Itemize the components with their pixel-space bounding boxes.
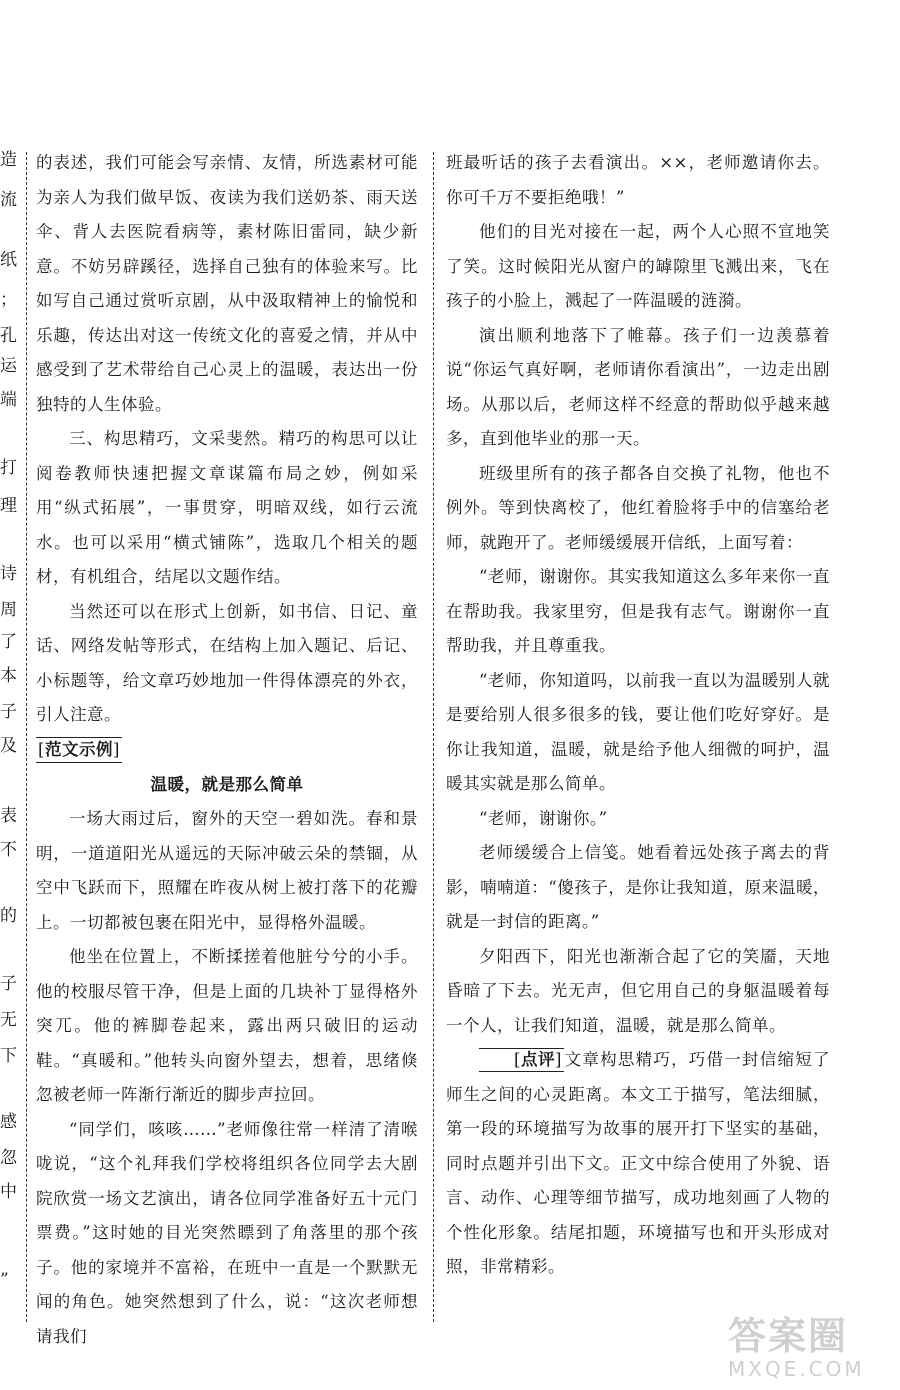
comment-tag: [点评]	[479, 1048, 564, 1072]
edge-fragment: 孔	[0, 326, 17, 346]
edge-fragment: 打	[0, 458, 17, 478]
edge-fragment: 本	[0, 666, 17, 686]
edge-fragment: 运	[0, 356, 17, 376]
essay-title: 温暖，就是那么简单	[150, 774, 304, 794]
comment-paragraph	[446, 1043, 830, 1285]
edge-fragment: ；	[0, 290, 17, 310]
edge-fragment: 感	[0, 1112, 17, 1132]
comment-text: 文章构思精巧，巧借一封信缩短了师生之间的心灵距离。本文工于描写，笔法细腻，第一段的环境描写为故事的展开打下坚实的基础，同时点题并引出下文。正文中综合使用了外貌、语言、动作、心理等细节描写，成功地刻画了人物的个性化形象。结尾扣题，环境描写也和开头形成对照，非常精彩。	[446, 1050, 830, 1276]
essay-paragraph: 一场大雨过后，窗外的天空一碧如洗。春和景明，一道道阳光从遥远的天际冲破云朵的禁锢，从空中飞跃而下，照耀在昨夜从树上被打落下的花瓣上。一切都被包裹在阳光中，显得格外温暖。	[36, 809, 418, 932]
edge-fragment: 及	[0, 736, 17, 756]
paragraph: 的表述，我们可能会写亲情、友情，所选素材可能为亲人为我们做早饭、夜读为我们送奶茶、雨天送伞、背人去医院看病等，素材陈旧雷同，缺少新意。不妨另辟蹊径，选择自己独有的体验来写。比如写自己通过赏听京剧，从中汲取精神上的愉悦和乐趣，传达出对这一传统文化的喜爱之情，并从中感受到了艺术带给自己心灵上的温暖，表达出一份独特的人生体验。	[36, 153, 418, 414]
essay-paragraph: 老师缓缓合上信笺。她看着远处孩子离去的背影，喃喃道：“傻孩子，是你让我知道，原来温暖，就是一封信的距离。”	[446, 843, 830, 931]
edge-fragment: 子	[0, 974, 17, 994]
edge-fragment: 的	[0, 906, 17, 926]
edge-fragment: 了	[0, 632, 17, 652]
essay-paragraph: 他坐在位置上，不断揉搓着他脏兮兮的小手。他的校服尽管干净，但是上面的几块补丁显得格外突兀。他的裤脚卷起来，露出两只破旧的运动鞋。“真暖和。”他转头向窗外望去，想着，思绪倏忽被老师一阵渐行渐近的脚步声拉回。	[36, 947, 418, 1104]
sample-essay-tag-label: 范文示例	[44, 739, 113, 759]
sample-essay-tag: [范文示例]	[36, 737, 122, 763]
edge-fragment: 无	[0, 1010, 17, 1030]
letter-paragraph: “老师，谢谢你。”	[479, 808, 608, 828]
edge-fragment: 造	[0, 150, 17, 170]
essay-paragraph: 夕阳西下，阳光也渐渐合起了它的笑靥，天地昏暗了下去。光无声，但它用自己的身躯温暖着每一个人，让我们知道，温暖，就是那么简单。	[446, 946, 830, 1035]
edge-fragment: 子	[0, 702, 17, 722]
watermark-url: MXQE.COM	[728, 1357, 865, 1381]
left-column	[36, 146, 418, 1354]
edge-fragment: ”	[0, 1270, 9, 1290]
essay-paragraph: 班最听话的孩子去看演出。××，老师邀请你去。你可千万不要拒绝哦！”	[446, 153, 830, 207]
essay-paragraph: “同学们，咳咳……”老师像往常一样清了清喉咙说，“这个礼拜我们学校将组织各位同学去大剧院欣赏一场文艺演出，请各位同学准备好五十元门票费。”这时她的目光突然瞟到了角落里的那个孩子。他的家境并不富裕，在班中一直是一个默默无闻的角色。她突然想到了什么，说：“这次老师想请我们	[36, 1119, 418, 1346]
right-column	[446, 146, 830, 1285]
essay-paragraph: 他们的目光对接在一起，两个人心照不宣地笑了笑。这时候阳光从窗户的罅隙里飞溅出来，飞在孩子的小脸上，溅起了一阵温暖的涟漪。	[446, 222, 830, 310]
letter-paragraph: “老师，你知道吗，以前我一直以为温暖别人就是要给别人很多很多的钱，要让他们吃好穿好。是你让我知道，温暖，就是给予他人细微的呵护，温暖其实就是那么简单。	[446, 670, 830, 793]
left-column-divider	[26, 152, 27, 1322]
edge-fragment: 纸	[0, 250, 17, 270]
edge-fragment: 下	[0, 1046, 17, 1066]
edge-fragment: 理	[0, 496, 17, 516]
edge-fragment: 忽	[0, 1148, 17, 1168]
edge-fragment: 不	[0, 840, 17, 860]
watermark-logo: 答案圈	[728, 1314, 849, 1358]
essay-paragraph: 班级里所有的孩子都各自交换了礼物，他也不例外。等到快离校了，他红着脸将手中的信塞给老师，就跑开了。老师缓缓展开信纸，上面写着：	[446, 463, 830, 552]
edge-fragment: 周	[0, 600, 17, 620]
watermark	[728, 1314, 888, 1384]
essay-paragraph: 演出顺利地落下了帷幕。孩子们一边羡慕着说“你运气真好啊，老师请你看演出”，一边走出剧场。从那以后，老师这样不经意的帮助似乎越来越多，直到他毕业的那一天。	[446, 325, 830, 448]
previous-page-edge	[0, 150, 22, 1330]
edge-fragment: 中	[0, 1182, 17, 1202]
comment-tag-label: 点评	[520, 1050, 555, 1069]
edge-fragment: 流	[0, 190, 17, 210]
middle-column-divider	[433, 152, 434, 1322]
paragraph: 当然还可以在形式上创新，如书信、日记、童话、网络发帖等形式，在结构上加入题记、后记、小标题等，给文章巧妙地加一件得体漂亮的外衣，引人注意。	[36, 601, 418, 724]
edge-fragment: 端	[0, 390, 17, 410]
edge-fragment: 表	[0, 806, 17, 826]
edge-fragment: 诗	[0, 564, 17, 584]
paragraph: 三、构思精巧，文采斐然。精巧的构思可以让阅卷教师快速把握文章谋篇布局之妙，例如采用“纵式拓展”，一事贯穿，明暗双线，如行云流水。也可以采用“横式铺陈”，选取几个相关的题材，有机组合，结尾以文题作结。	[36, 429, 418, 586]
letter-paragraph: “老师，谢谢你。其实我知道这么多年来你一直在帮助我。我家里穷，但是我有志气。谢谢你一直帮助我，并且尊重我。	[446, 567, 830, 655]
